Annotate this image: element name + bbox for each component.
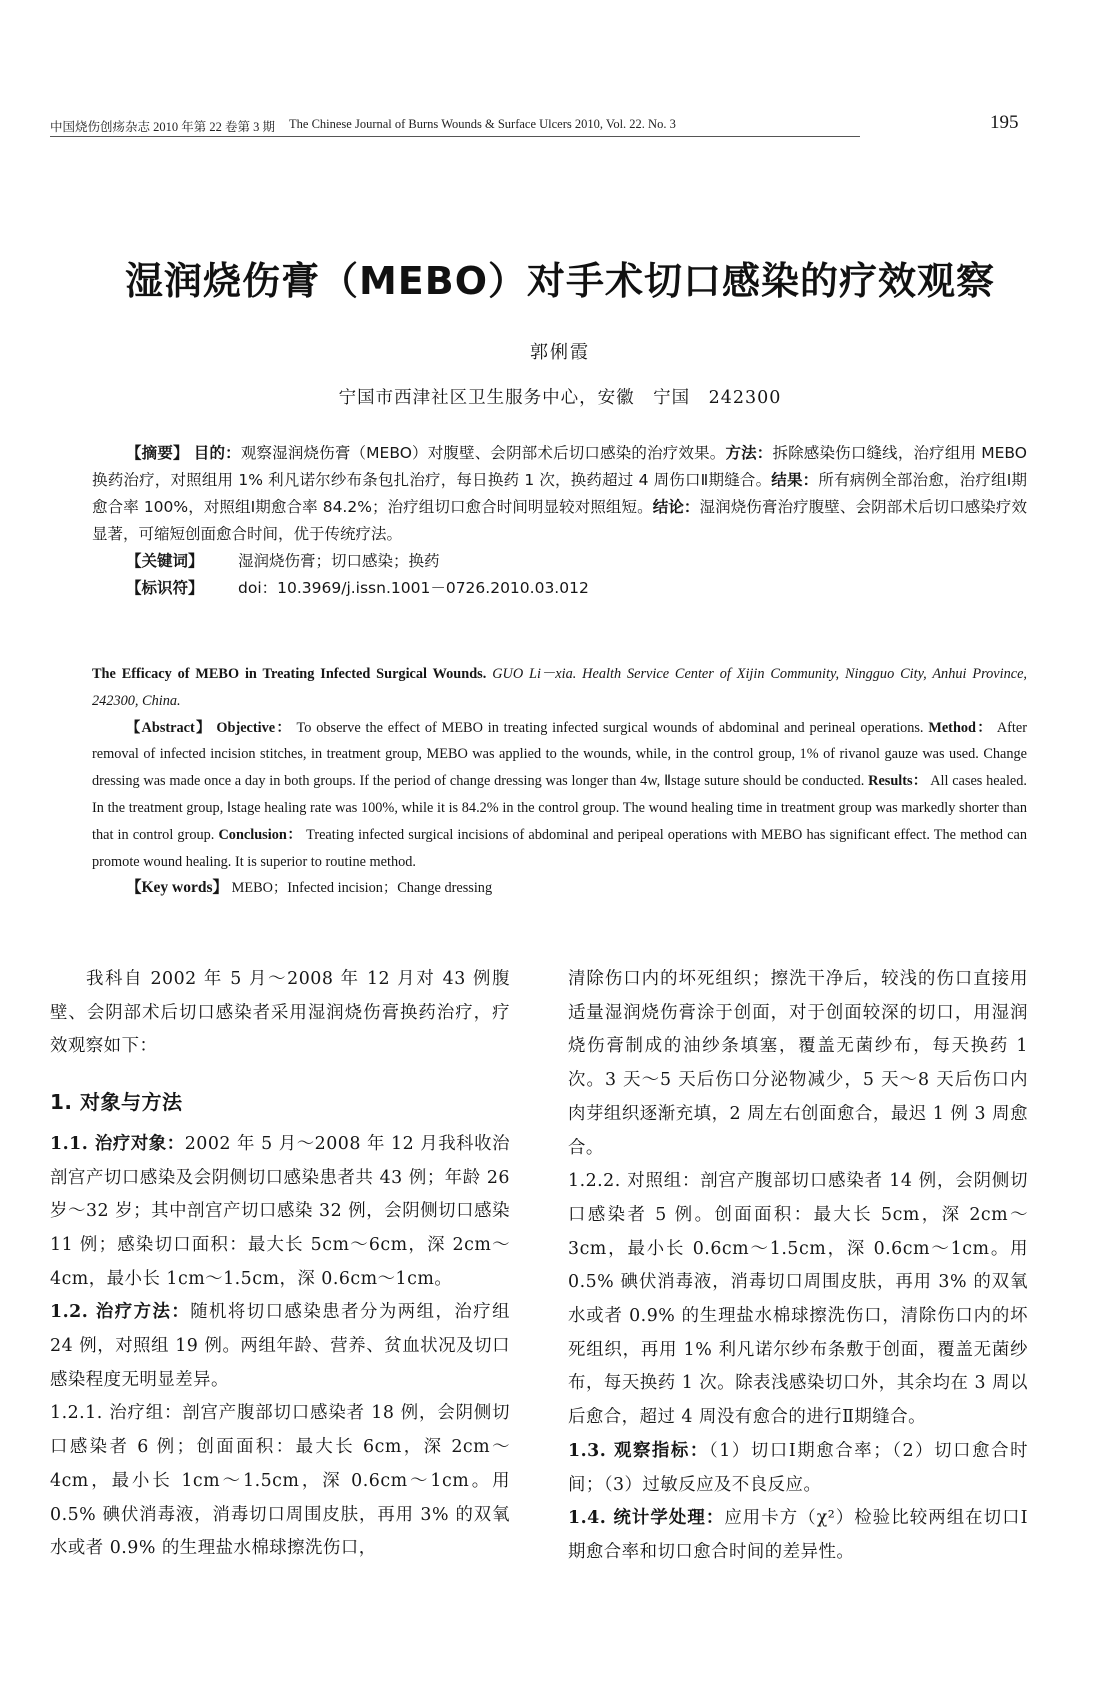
section-1-2-2-text: 对照组：剖宫产腹部切口感染者 14 例，会阴侧切口感染者 5 例。创面面积：最大长 5cm，深 2cm～3cm，最小长 0.6cm～1.5cm，深 0.6cm～1cm。用 0.5% 碘伏消毒液，消毒切口周围皮肤，再用 3% 的双氧水或者 0.9% 的生理盐水棉球擦洗伤口，清除伤口内的坏死组织，再用 1% 利凡诺尔纱布条敷于创面，覆盖无菌纱布，每天换药 1 次。除表浅感染切口外，其余均在 3 周以后愈合，超过 4 周没有愈合的进行Ⅱ期缝合。: [568, 1171, 1029, 1428]
running-head: [50, 117, 860, 137]
keywords-line: [126, 548, 1027, 575]
results-text: 所有病例全部治愈，治疗组Ⅰ期愈合率 100%，对照组Ⅰ期愈合率 84.2%；治疗组切口愈合时间明显较对照组短。: [92, 471, 1027, 516]
keywords-text: 湿润烧伤膏；切口感染；换药: [238, 552, 440, 570]
en-keywords-label: 【Key words】: [126, 879, 229, 897]
section-1-4-text: 应用卡方（χ²）检验比较两组在切口Ⅰ期愈合率和切口愈合时间的差异性。: [568, 1508, 1028, 1562]
section-1-2-1-label: 1.2.1.: [50, 1403, 103, 1424]
english-title-line: [92, 661, 1027, 715]
journal-name-en: The Chinese Journal of Burns Wounds & Surface Ulcers 2010, Vol. 22. No. 3: [289, 117, 676, 131]
objective-text: 观察湿润烧伤膏（MEBO）对腹壁、会阴部术后切口感染的治疗效果。: [240, 444, 726, 462]
chinese-abstract-body: [92, 440, 1027, 548]
en-method-text: After removal of infected incision stitches, in treatment group, MEBO was applied to the wounds, while, in the control group, 1% of rivanol gauze was used. Change dressing was made once a day in both groups. If the period of change dressing was longer than 4w, Ⅱstage suture should be conducted.: [92, 719, 1028, 790]
en-objective-label: Objective：: [216, 719, 292, 736]
body-column-left: [50, 963, 510, 1566]
section-heading-1: 1. 对象与方法: [50, 1090, 183, 1115]
section-1-2-text: 随机将切口感染患者分为两组，治疗组 24 例，对照组 19 例。两组年龄、营养、贫血状况及切口感染程度无明显差异。: [50, 1302, 510, 1390]
en-conclusion-label: Conclusion：: [218, 826, 303, 843]
method-label: 方法：: [725, 444, 773, 462]
paragraph-1-2-1: [50, 1397, 510, 1566]
identifier-label: 【标识符】: [126, 579, 204, 597]
section-1-1-text: 2002 年 5 月～2008 年 12 月我科收治剖宫产切口感染及会阴侧切口感染患者共 43 例；年龄 26 岁～32 岁；其中剖宫产切口感染 32 例，会阴侧切口感染 11 例；感染切口面积：最大长 5cm～6cm，深 2cm～4cm，最小长 1cm～1.5cm，深 0.6cm～1cm。: [50, 1133, 510, 1289]
intro-paragraph: 我科自 2002 年 5 月～2008 年 12 月对 43 例腹壁、会阴部术后切口感染者采用湿润烧伤膏换药治疗，疗效观察如下：: [50, 969, 510, 1057]
journal-name-cn: 中国烧伤创疡杂志 2010 年第 22 卷第 3 期: [50, 120, 276, 134]
en-results-text: All cases healed. In the treatment group, Ⅰstage healing rate was 100%, while it is 84.2% in the control group. The wound healing time in treatment group was markedly shorter than that in control group.: [92, 773, 1027, 843]
en-abstract-label: 【Abstract】: [126, 719, 212, 736]
article-title: 湿润烧伤膏（MEBO）对手术切口感染的疗效观察: [124, 259, 996, 303]
page-number: 195: [990, 112, 1019, 133]
en-method-label: Method：: [928, 719, 993, 736]
english-abstract-body: [92, 715, 1027, 876]
section-1-2-label: 1.2. 治疗方法：: [50, 1302, 191, 1323]
paragraph-1-4: [568, 1502, 1028, 1569]
paragraph-1-2-2: [568, 1165, 1028, 1435]
section-1-4-label: 1.4. 统计学处理：: [568, 1508, 725, 1529]
identifier-line: [126, 575, 1027, 602]
english-title: The Efficacy of MEBO in Treating Infected Surgical Wounds.: [92, 666, 487, 682]
chinese-abstract: [92, 440, 1027, 602]
section-1-3-label: 1.3. 观察指标：: [568, 1440, 709, 1461]
conclusion-text: 湿润烧伤膏治疗腹壁、会阴部术后切口感染疗效显著，可缩短创面愈合时间，优于传统疗法。: [92, 498, 1027, 543]
en-objective-text: To observe the effect of MEBO in treating infected surgical wounds of abdominal and perineal operations.: [296, 719, 924, 736]
body-column-right: [568, 963, 1028, 1570]
section-1-1-label: 1.1. 治疗对象：: [50, 1133, 185, 1154]
section-1-2-2-label: 1.2.2.: [568, 1171, 621, 1192]
en-conclusion-text: Treating infected surgical incisions of abdominal and peripeal operations with MEBO has significant effect. The method can promote wound healing. It is superior to routine method.: [92, 826, 1027, 870]
english-abstract: [92, 661, 1027, 902]
objective-label: 目的：: [193, 444, 241, 462]
paragraph-1-1: [50, 1128, 510, 1297]
results-label: 结果：: [771, 471, 819, 489]
author-affiliation: 宁国市西津社区卫生服务中心，安徽 宁国 242300: [338, 388, 782, 408]
conclusion-label: 结论：: [652, 498, 700, 516]
en-results-label: Results：: [868, 773, 928, 790]
doi-text: doi：10.3969/j.issn.1001－0726.2010.03.012: [238, 579, 589, 597]
abstract-label: 【摘要】: [126, 444, 189, 462]
section-1-2-1-text: 治疗组：剖宫产腹部切口感染者 18 例，会阴侧切口感染者 6 例；创面面积：最大长 6cm，深 2cm～4cm，最小长 1cm～1.5cm，深 0.6cm～1cm。用 0.5% 碘伏消毒液，消毒切口周围皮肤，再用 3% 的双氧水或者 0.9% 的生理盐水棉球擦洗伤口，: [50, 1403, 511, 1559]
author-name: 郭俐霞: [530, 342, 590, 363]
english-author-info: GUO Li－xia. Health Service Center of Xijin Community, Ningguo City, Anhui Province, 242300, China.: [92, 666, 1028, 709]
continuation-paragraph: 清除伤口内的坏死组织；擦洗干净后，较浅的伤口直接用适量湿润烧伤膏涂于创面，对于创面较深的切口，用湿润烧伤膏制成的油纱条填塞，覆盖无菌纱布，每天换药 1 次。3 天～5 天后伤口分泌物减少，5 天～8 天后伤口内肉芽组织逐渐充填，2 周左右创面愈合，最迟 1 例 3 周愈合。: [568, 969, 1028, 1158]
paragraph-1-3: [568, 1435, 1028, 1502]
en-keywords-text: MEBO；Infected incision；Change dressing: [231, 880, 493, 897]
en-keywords-line: [92, 875, 1027, 902]
section-1-3-text: （1）切口Ⅰ期愈合率；（2）切口愈合时间；（3）过敏反应及不良反应。: [568, 1440, 1028, 1495]
paragraph-1-2: [50, 1296, 510, 1397]
method-text: 拆除感染伤口缝线，治疗组用 MEBO 换药治疗，对照组用 1% 利凡诺尔纱布条包扎治疗，每日换药 1 次，换药超过 4 周伤口Ⅱ期缝合。: [92, 444, 1027, 489]
keywords-label: 【关键词】: [126, 552, 204, 570]
